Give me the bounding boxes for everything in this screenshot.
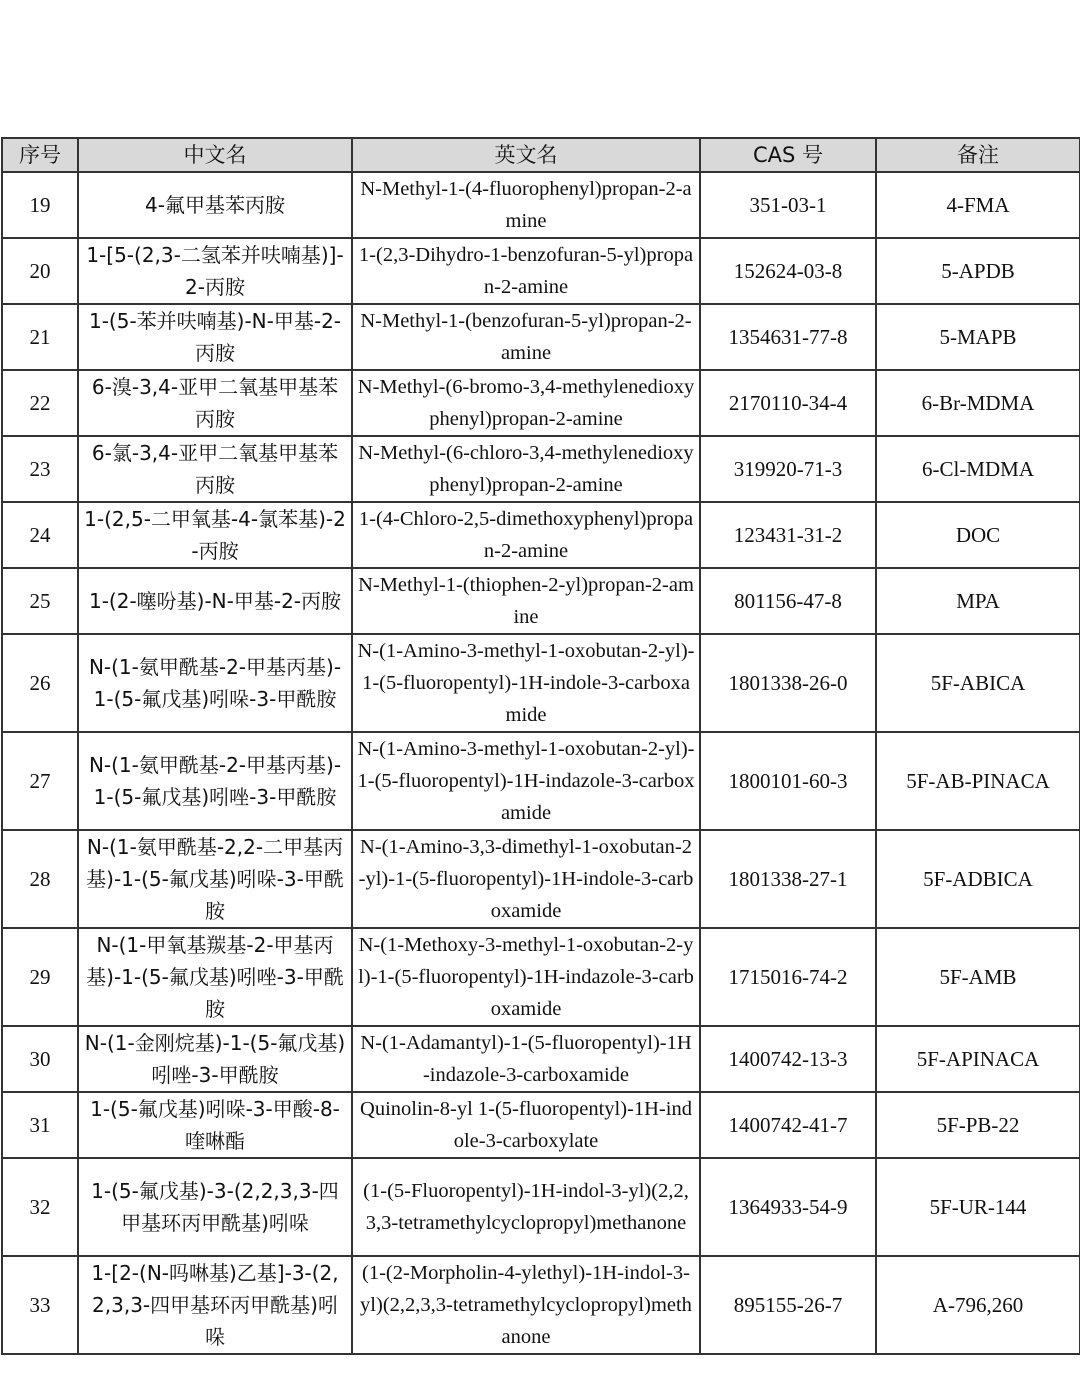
header-note: 备注 (876, 138, 1080, 172)
row-cas-number: 1400742-41-7 (700, 1092, 876, 1158)
row-english-name: N-Methyl-1-(4-fluorophenyl)propan-2-amine (352, 172, 700, 238)
table-row (2, 1026, 1080, 1092)
row-note: 6-Br-MDMA (876, 370, 1080, 436)
row-note: 4-FMA (876, 172, 1080, 238)
row-cas-number: 1801338-26-0 (700, 634, 876, 732)
row-chinese-name: N-(1-氨甲酰基-2,2-二甲基丙基)-1-(5-氟戊基)吲哚-3-甲酰胺 (78, 830, 352, 928)
row-seq: 30 (2, 1026, 78, 1092)
table-row (2, 502, 1080, 568)
row-note: 5F-ABICA (876, 634, 1080, 732)
row-seq: 22 (2, 370, 78, 436)
row-note: 6-Cl-MDMA (876, 436, 1080, 502)
row-note: 5F-APINACA (876, 1026, 1080, 1092)
row-chinese-name: N-(1-氨甲酰基-2-甲基丙基)-1-(5-氟戊基)吲唑-3-甲酰胺 (78, 732, 352, 830)
row-chinese-name: 1-[5-(2,3-二氢苯并呋喃基)]-2-丙胺 (78, 238, 352, 304)
row-cas-number: 1354631-77-8 (700, 304, 876, 370)
row-cas-number: 123431-31-2 (700, 502, 876, 568)
row-chinese-name: 6-氯-3,4-亚甲二氧基甲基苯丙胺 (78, 436, 352, 502)
row-chinese-name: 1-(5-氟戊基)-3-(2,2,3,3-四甲基环丙甲酰基)吲哚 (78, 1158, 352, 1256)
row-english-name: N-(1-Methoxy-3-methyl-1-oxobutan-2-yl)-1-(5-fluoropentyl)-1H-indazole-3-carboxamide (352, 928, 700, 1026)
row-seq: 23 (2, 436, 78, 502)
row-english-name: 1-(4-Chloro-2,5-dimethoxyphenyl)propan-2-amine (352, 502, 700, 568)
header-cas-number: CAS 号 (700, 138, 876, 172)
table-row (2, 1158, 1080, 1256)
table-row (2, 1256, 1080, 1354)
row-english-name: N-(1-Adamantyl)-1-(5-fluoropentyl)-1H-indazole-3-carboxamide (352, 1026, 700, 1092)
table-row (2, 1092, 1080, 1158)
table-row (2, 634, 1080, 732)
row-cas-number: 1800101-60-3 (700, 732, 876, 830)
row-english-name: N-(1-Amino-3-methyl-1-oxobutan-2-yl)-1-(5-fluoropentyl)-1H-indole-3-carboxamide (352, 634, 700, 732)
table-row (2, 238, 1080, 304)
row-note: 5F-ADBICA (876, 830, 1080, 928)
row-note: 5F-PB-22 (876, 1092, 1080, 1158)
row-cas-number: 351-03-1 (700, 172, 876, 238)
row-seq: 21 (2, 304, 78, 370)
row-chinese-name: N-(1-氨甲酰基-2-甲基丙基)-1-(5-氟戊基)吲哚-3-甲酰胺 (78, 634, 352, 732)
row-chinese-name: N-(1-金刚烷基)-1-(5-氟戊基)吲唑-3-甲酰胺 (78, 1026, 352, 1092)
header-chinese-name: 中文名 (78, 138, 352, 172)
row-chinese-name: 6-溴-3,4-亚甲二氧基甲基苯丙胺 (78, 370, 352, 436)
table-row (2, 436, 1080, 502)
row-note: 5F-AB-PINACA (876, 732, 1080, 830)
row-english-name: N-Methyl-1-(benzofuran-5-yl)propan-2-amine (352, 304, 700, 370)
row-seq: 24 (2, 502, 78, 568)
row-english-name: N-Methyl-(6-chloro-3,4-methylenedioxyphenyl)propan-2-amine (352, 436, 700, 502)
row-chinese-name: 1-[2-(N-吗啉基)乙基]-3-(2,2,3,3-四甲基环丙甲酰基)吲哚 (78, 1256, 352, 1354)
row-note: 5-APDB (876, 238, 1080, 304)
row-seq: 31 (2, 1092, 78, 1158)
row-english-name: N-Methyl-(6-bromo-3,4-methylenedioxyphenyl)propan-2-amine (352, 370, 700, 436)
row-cas-number: 2170110-34-4 (700, 370, 876, 436)
table-row (2, 304, 1080, 370)
header-english-name: 英文名 (352, 138, 700, 172)
row-seq: 25 (2, 568, 78, 634)
header-seq: 序号 (2, 138, 78, 172)
table-row (2, 370, 1080, 436)
row-seq: 27 (2, 732, 78, 830)
row-seq: 28 (2, 830, 78, 928)
row-cas-number: 1364933-54-9 (700, 1158, 876, 1256)
row-cas-number: 1801338-27-1 (700, 830, 876, 928)
substance-table (1, 137, 1080, 1355)
row-note: 5-MAPB (876, 304, 1080, 370)
row-chinese-name: 1-(5-氟戊基)吲哚-3-甲酸-8-喹啉酯 (78, 1092, 352, 1158)
row-english-name: Quinolin-8-yl 1-(5-fluoropentyl)-1H-indole-3-carboxylate (352, 1092, 700, 1158)
row-note: 5F-UR-144 (876, 1158, 1080, 1256)
row-chinese-name: 1-(2,5-二甲氧基-4-氯苯基)-2-丙胺 (78, 502, 352, 568)
row-english-name: N-(1-Amino-3-methyl-1-oxobutan-2-yl)-1-(5-fluoropentyl)-1H-indazole-3-carboxamide (352, 732, 700, 830)
table-row (2, 928, 1080, 1026)
table-header-row (2, 138, 1080, 172)
row-english-name: (1-(5-Fluoropentyl)-1H-indol-3-yl)(2,2,3,3-tetramethylcyclopropyl)methanone (352, 1158, 700, 1256)
row-english-name: N-Methyl-1-(thiophen-2-yl)propan-2-amine (352, 568, 700, 634)
row-seq: 20 (2, 238, 78, 304)
table-row (2, 732, 1080, 830)
row-note: 5F-AMB (876, 928, 1080, 1026)
row-english-name: 1-(2,3-Dihydro-1-benzofuran-5-yl)propan-2-amine (352, 238, 700, 304)
row-cas-number: 1715016-74-2 (700, 928, 876, 1026)
row-note: MPA (876, 568, 1080, 634)
row-chinese-name: 4-氟甲基苯丙胺 (78, 172, 352, 238)
row-chinese-name: 1-(2-噻吩基)-N-甲基-2-丙胺 (78, 568, 352, 634)
row-cas-number: 801156-47-8 (700, 568, 876, 634)
row-cas-number: 1400742-13-3 (700, 1026, 876, 1092)
row-seq: 29 (2, 928, 78, 1026)
row-note: DOC (876, 502, 1080, 568)
row-english-name: (1-(2-Morpholin-4-ylethyl)-1H-indol-3-yl)(2,2,3,3-tetramethylcyclopropyl)methanone (352, 1256, 700, 1354)
row-cas-number: 895155-26-7 (700, 1256, 876, 1354)
row-seq: 32 (2, 1158, 78, 1256)
table-row (2, 830, 1080, 928)
row-chinese-name: N-(1-甲氧基羰基-2-甲基丙基)-1-(5-氟戊基)吲唑-3-甲酰胺 (78, 928, 352, 1026)
row-note: A-796,260 (876, 1256, 1080, 1354)
row-seq: 26 (2, 634, 78, 732)
table-row (2, 172, 1080, 238)
row-cas-number: 319920-71-3 (700, 436, 876, 502)
row-cas-number: 152624-03-8 (700, 238, 876, 304)
row-seq: 19 (2, 172, 78, 238)
row-seq: 33 (2, 1256, 78, 1354)
row-chinese-name: 1-(5-苯并呋喃基)-N-甲基-2-丙胺 (78, 304, 352, 370)
row-english-name: N-(1-Amino-3,3-dimethyl-1-oxobutan-2-yl)-1-(5-fluoropentyl)-1H-indole-3-carboxamide (352, 830, 700, 928)
table-row (2, 568, 1080, 634)
